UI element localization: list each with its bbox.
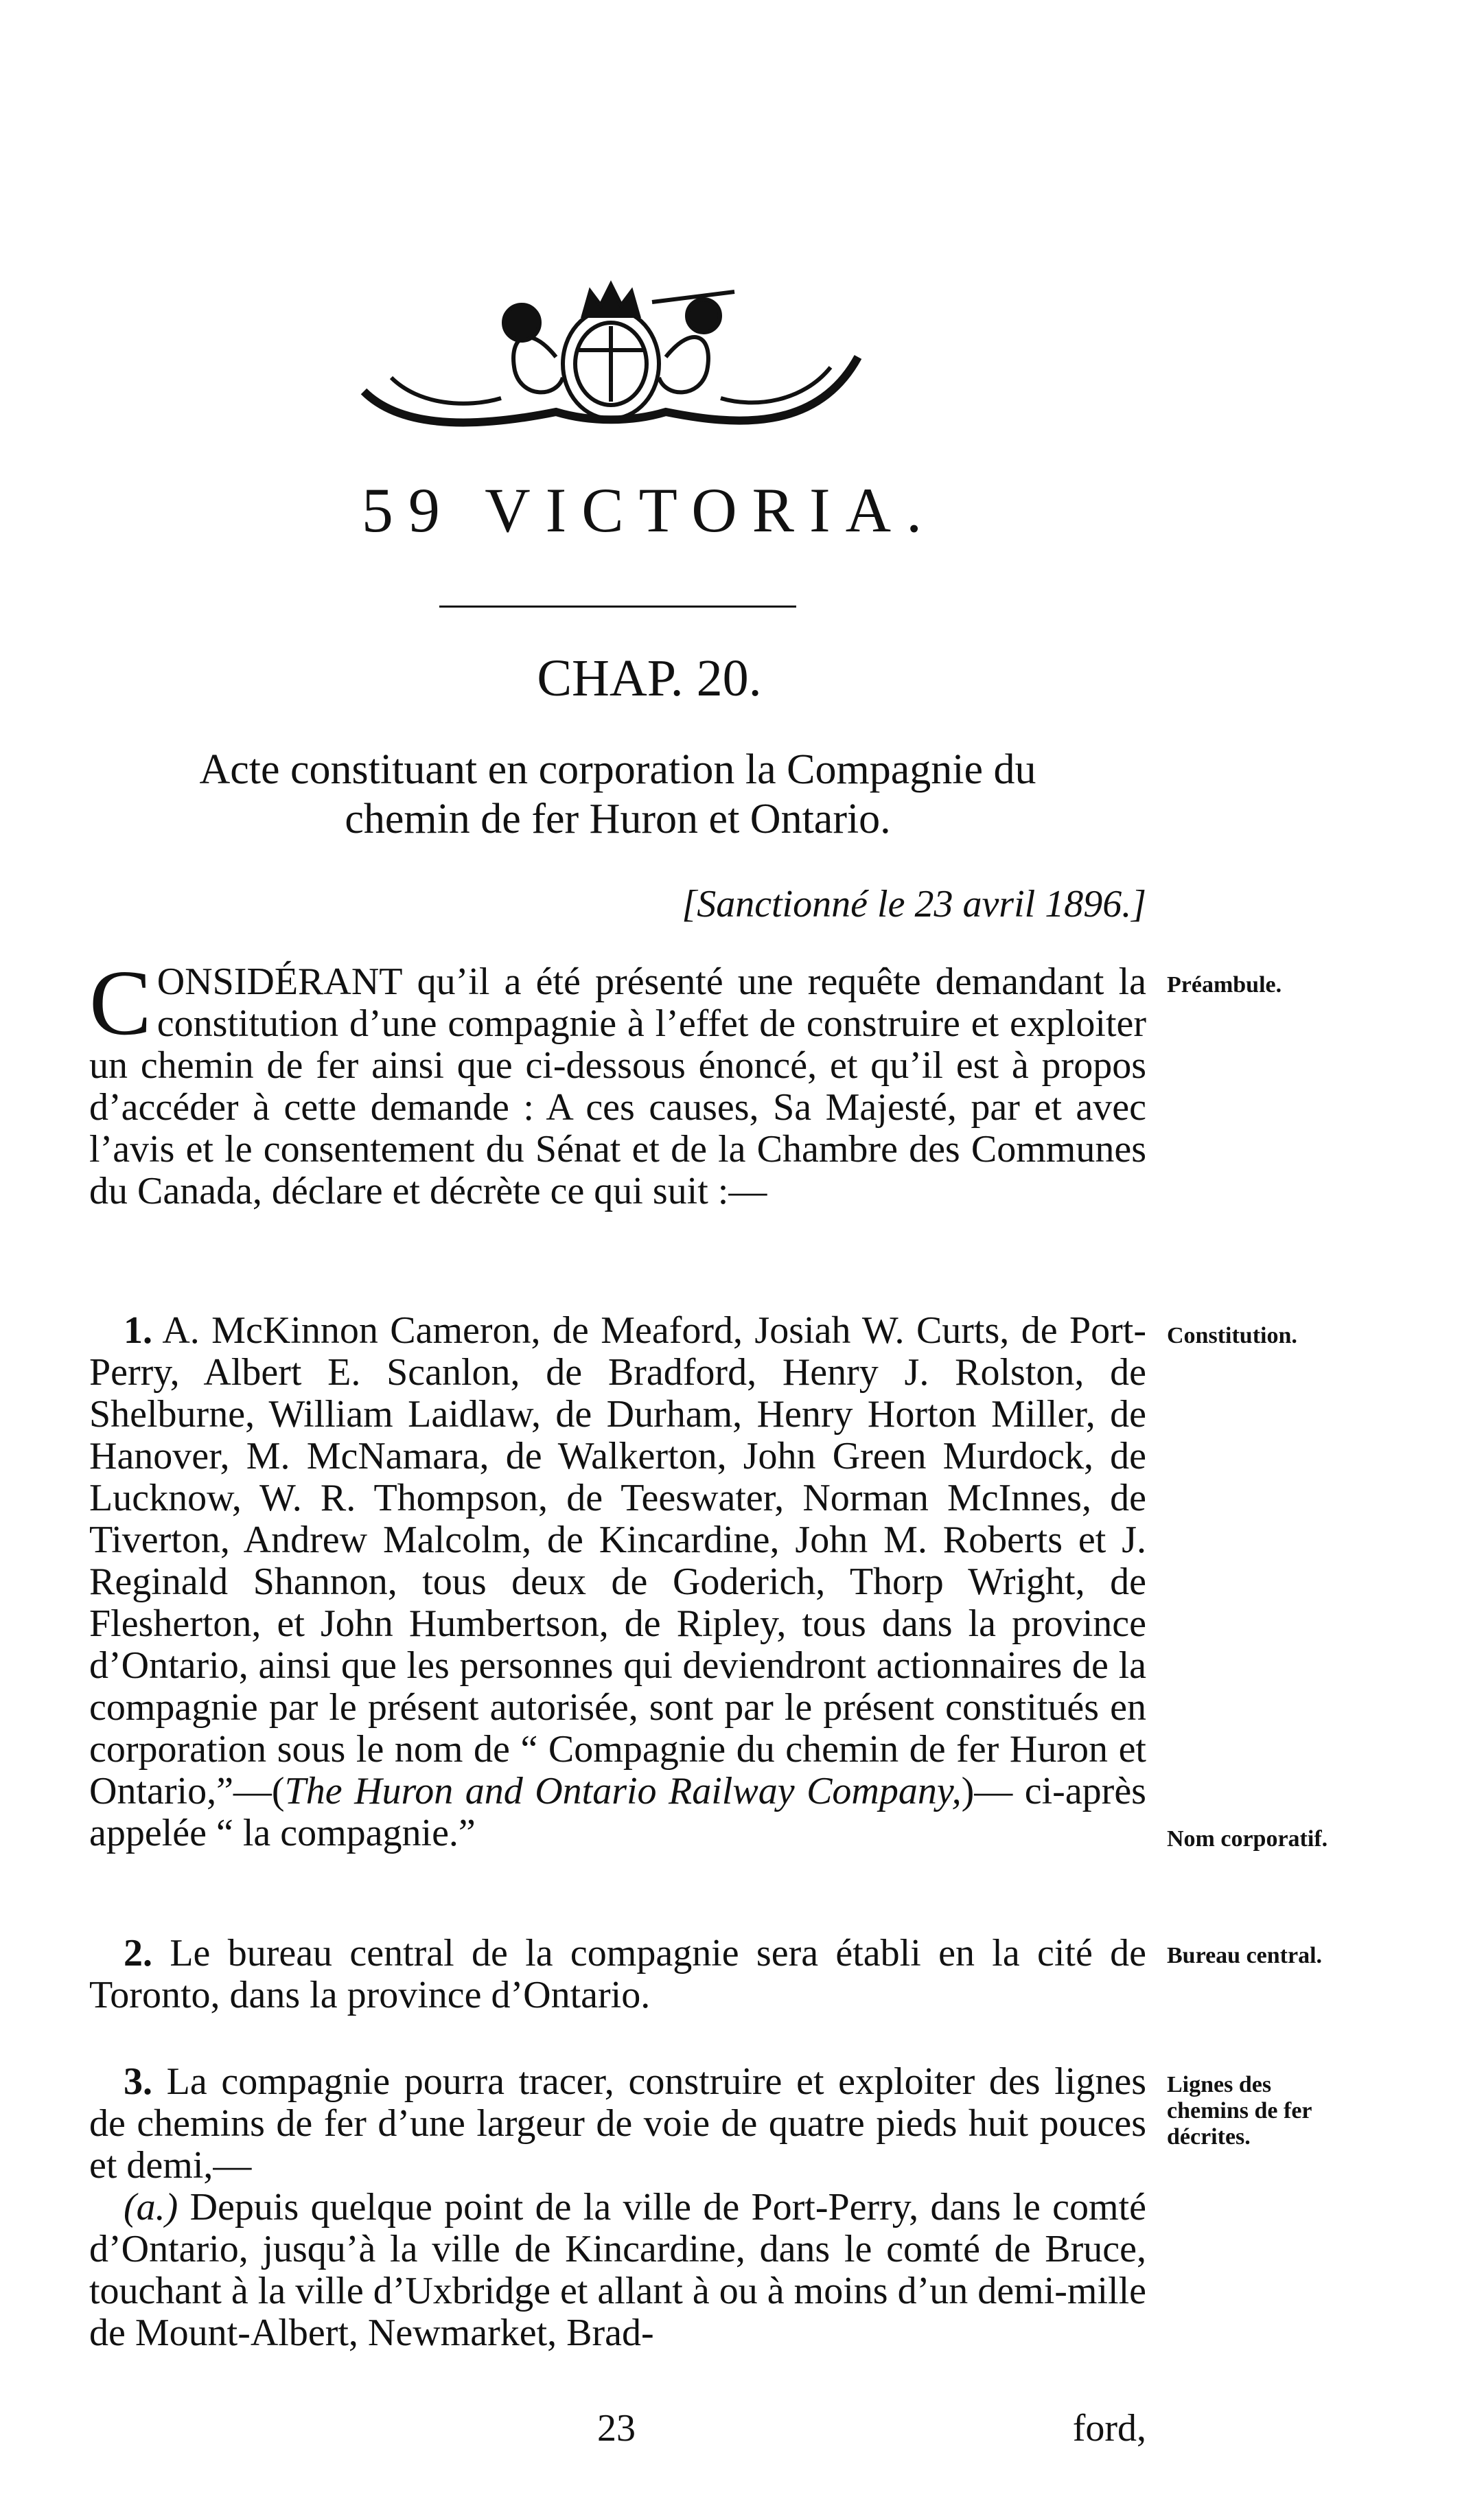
section-text: A. McKinnon Cameron, de Meaford, Josiah W. Curts, de Port-Perry, Albert E. Scanlon, de Bradford, Henry J. Rolston, de Shelburne, William Laidlaw, de Durham, Henry Horton Miller, de Hanover, M. McNamara, de Walkerton, John Green Murdock, de Lucknow, W. R. Thompson, de Teeswater, Norman McInnes, de Tiverton, Andrew Malcolm, de Kincardine, John M. Roberts et J. Reginald Shannon, tous deux de Goderich, Thorp Wright, de Flesherton, et John Humbertson, de Ripley, tous dans la province d’Ontario, ainsi que les personnes qui deviendront actionnaires de la compagnie par le présent autorisée, sont par le présent constitués en corporation sous le nom de “ Compagnie du chemin de fer Huron et Ontario,”—(: [89, 1309, 1146, 1812]
margin-note-constitution: Constitution.: [1167, 1323, 1297, 1348]
chapter-heading: CHAP. 20.: [537, 649, 762, 707]
section-3: [89, 2061, 1146, 2354]
section-1: [89, 1310, 1146, 1854]
preamble: [89, 952, 1146, 1212]
english-name: The Huron and Ontario Railway Company,: [284, 1770, 962, 1812]
act-title-line: chemin de fer Huron et Ontario.: [345, 796, 891, 842]
section-2: [89, 1933, 1146, 2016]
regnal-year-heading: 59 VICTORIA.: [361, 475, 938, 545]
preamble-paragraph: [89, 952, 1146, 1212]
catchword: ford,: [1072, 2407, 1146, 2450]
section-text: )— ci-après appelée “ la compagnie.”: [89, 1770, 1146, 1854]
drop-capital: C: [89, 952, 152, 1055]
section-text: Le bureau central de la compagnie sera établi en la cité de Toronto, dans la province d’Ontario.: [89, 1932, 1146, 2016]
clause-text: Depuis quelque point de la ville de Port-Perry, dans le comté d’Ontario, jusqu’à la ville de Kincardine, dans le comté de Bruce, touchant à la ville d’Uxbridge et allant à ou à moins d’un demi-mille de Mount-Albert, Newmarket, Brad-: [89, 2186, 1146, 2354]
clause-label: (a.): [124, 2186, 178, 2229]
act-title-line: Acte constituant en corporation la Compagnie du: [199, 746, 1036, 793]
section-text: La compagnie pourra tracer, construire et exploiter des lignes de chemins de fer d’une largeur de voie de quatre pieds huit pouces et demi,—: [89, 2060, 1146, 2187]
section-number: 3.: [124, 2060, 152, 2103]
preamble-text: qu’il a été présenté une requête demandant la constitution d’une compagnie à l’effet de construire et exploiter un chemin de fer ainsi que ci-dessous énoncé, et qu’il est à propos d’accéder à cette demande : A ces causes, Sa Majesté, par et avec l’avis et le consentement du Sénat et de la Chambre des Communes du Canada, déclare et décrète ce qui suit :—: [89, 960, 1146, 1212]
section-number: 2.: [124, 1932, 152, 1974]
heading-divider: [439, 606, 796, 608]
section-paragraph: [89, 1310, 1146, 1854]
preamble-lead-word: ONSIDÉRANT: [156, 960, 403, 1003]
page-number: 23: [597, 2407, 636, 2450]
clause-a: [89, 2187, 1146, 2354]
margin-note-preamble: Préambule.: [1167, 972, 1282, 998]
margin-note-lines: Lignes des chemins de fer décrites.: [1167, 2072, 1312, 2150]
margin-note-corporate-name: Nom corporatif.: [1167, 1826, 1328, 1852]
royal-coat-of-arms-icon: [350, 275, 872, 433]
section-paragraph: [89, 2061, 1146, 2187]
act-title: [89, 745, 1146, 844]
section-paragraph: [89, 1933, 1146, 2016]
margin-note-head-office: Bureau central.: [1167, 1943, 1323, 1968]
sanction-date: [Sanctionné le 23 avril 1896.]: [682, 883, 1146, 925]
section-number: 1.: [124, 1309, 152, 1352]
